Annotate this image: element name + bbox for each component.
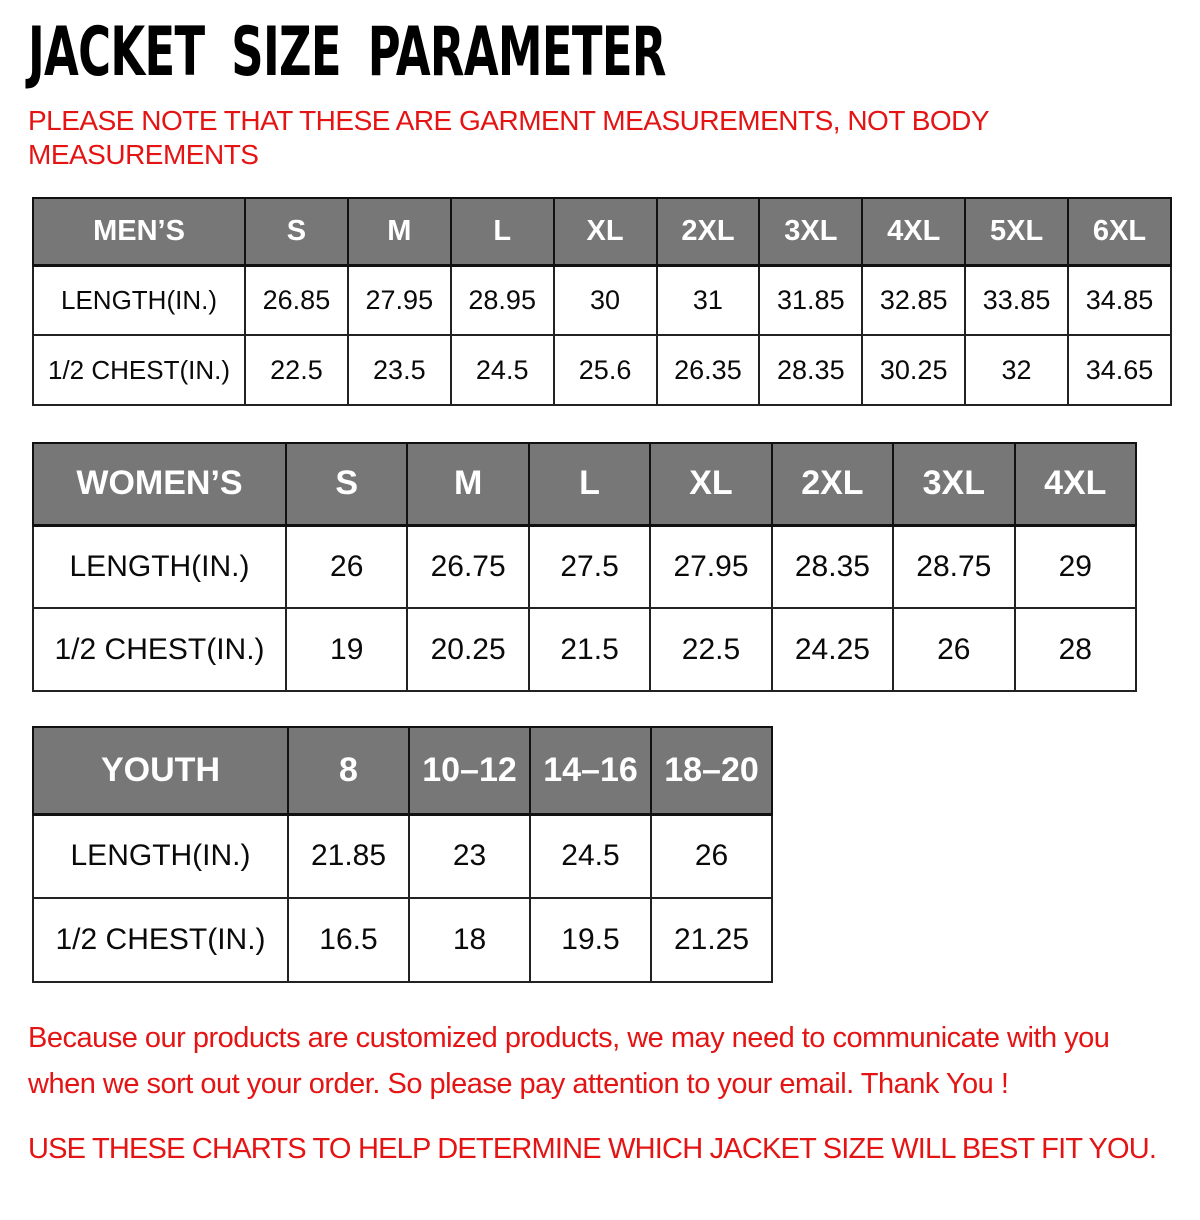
value-cell: 27.5 — [529, 525, 650, 608]
notice-line-1: Because our products are customized products, we may need to communicate with you — [28, 1022, 1110, 1054]
youth-chest-row — [33, 898, 772, 982]
size-header-cell: M — [348, 198, 451, 265]
row-label-cell: LENGTH(IN.) — [33, 814, 288, 898]
value-cell: 26 — [286, 525, 407, 608]
value-cell: 34.65 — [1068, 335, 1171, 405]
value-cell: 28.75 — [893, 525, 1014, 608]
womens-table-title: WOMEN’S — [33, 443, 286, 525]
value-cell: 31.85 — [759, 265, 862, 335]
size-header-cell: 14–16 — [530, 727, 651, 814]
value-cell: 28 — [1015, 608, 1136, 691]
value-cell: 23 — [409, 814, 530, 898]
customization-notice — [28, 1015, 1178, 1107]
youth-length-row — [33, 814, 772, 898]
row-label-cell: 1/2 CHEST(IN.) — [33, 335, 245, 405]
note-line-2: MEASUREMENTS — [28, 139, 259, 170]
size-header-cell: 3XL — [759, 198, 862, 265]
value-cell: 26 — [893, 608, 1014, 691]
womens-size-table — [32, 442, 1137, 692]
row-label-cell: 1/2 CHEST(IN.) — [33, 608, 286, 691]
value-cell: 26 — [651, 814, 772, 898]
value-cell: 18 — [409, 898, 530, 982]
mens-header-row — [33, 198, 1171, 265]
size-header-cell: 10–12 — [409, 727, 530, 814]
size-header-cell: 4XL — [862, 198, 965, 265]
value-cell: 20.25 — [407, 608, 528, 691]
value-cell: 26.75 — [407, 525, 528, 608]
mens-table-title: MEN’S — [33, 198, 245, 265]
size-header-cell: XL — [554, 198, 657, 265]
value-cell: 24.5 — [530, 814, 651, 898]
value-cell: 27.95 — [348, 265, 451, 335]
womens-chest-row — [33, 608, 1136, 691]
youth-size-table — [32, 726, 773, 983]
row-label-cell: LENGTH(IN.) — [33, 525, 286, 608]
size-header-cell: S — [286, 443, 407, 525]
youth-header-row — [33, 727, 772, 814]
row-label-cell: LENGTH(IN.) — [33, 265, 245, 335]
row-label-cell: 1/2 CHEST(IN.) — [33, 898, 288, 982]
size-header-cell: 6XL — [1068, 198, 1171, 265]
size-header-cell: XL — [650, 443, 771, 525]
value-cell: 21.85 — [288, 814, 409, 898]
value-cell: 32.85 — [862, 265, 965, 335]
womens-header-row — [33, 443, 1136, 525]
value-cell: 16.5 — [288, 898, 409, 982]
size-header-cell: L — [529, 443, 650, 525]
value-cell: 33.85 — [965, 265, 1068, 335]
size-chart-page — [0, 13, 1200, 1220]
value-cell: 28.95 — [451, 265, 554, 335]
value-cell: 26.35 — [657, 335, 760, 405]
value-cell: 30 — [554, 265, 657, 335]
value-cell: 21.5 — [529, 608, 650, 691]
size-header-cell: S — [245, 198, 348, 265]
value-cell: 30.25 — [862, 335, 965, 405]
value-cell: 32 — [965, 335, 1068, 405]
value-cell: 23.5 — [348, 335, 451, 405]
mens-chest-row — [33, 335, 1171, 405]
value-cell: 34.85 — [1068, 265, 1171, 335]
value-cell: 19.5 — [530, 898, 651, 982]
size-header-cell: 18–20 — [651, 727, 772, 814]
value-cell: 24.5 — [451, 335, 554, 405]
mens-length-row — [33, 265, 1171, 335]
value-cell: 22.5 — [245, 335, 348, 405]
fit-advice-text: USE THESE CHARTS TO HELP DETERMINE WHICH JACKET SIZE WILL BEST FIT YOU. — [28, 1133, 1157, 1165]
size-header-cell: M — [407, 443, 528, 525]
value-cell: 25.6 — [554, 335, 657, 405]
page-title: JACKET SIZE PARAMETER — [28, 13, 666, 92]
womens-length-row — [33, 525, 1136, 608]
value-cell: 29 — [1015, 525, 1136, 608]
size-header-cell: L — [451, 198, 554, 265]
size-header-cell: 4XL — [1015, 443, 1136, 525]
value-cell: 24.25 — [772, 608, 893, 691]
note-line-1: PLEASE NOTE THAT THESE ARE GARMENT MEASUREMENTS, NOT BODY — [28, 105, 990, 136]
value-cell: 22.5 — [650, 608, 771, 691]
value-cell: 19 — [286, 608, 407, 691]
youth-table-title: YOUTH — [33, 727, 288, 814]
value-cell: 27.95 — [650, 525, 771, 608]
size-header-cell: 2XL — [772, 443, 893, 525]
size-header-cell: 8 — [288, 727, 409, 814]
value-cell: 28.35 — [772, 525, 893, 608]
mens-size-table — [32, 197, 1172, 406]
value-cell: 28.35 — [759, 335, 862, 405]
size-header-cell: 5XL — [965, 198, 1068, 265]
size-header-cell: 2XL — [657, 198, 760, 265]
value-cell: 31 — [657, 265, 760, 335]
value-cell: 21.25 — [651, 898, 772, 982]
size-header-cell: 3XL — [893, 443, 1014, 525]
notice-line-2: when we sort out your order. So please pay attention to your email. Thank You ! — [28, 1068, 1009, 1100]
garment-measurement-note — [28, 104, 1172, 172]
value-cell: 26.85 — [245, 265, 348, 335]
